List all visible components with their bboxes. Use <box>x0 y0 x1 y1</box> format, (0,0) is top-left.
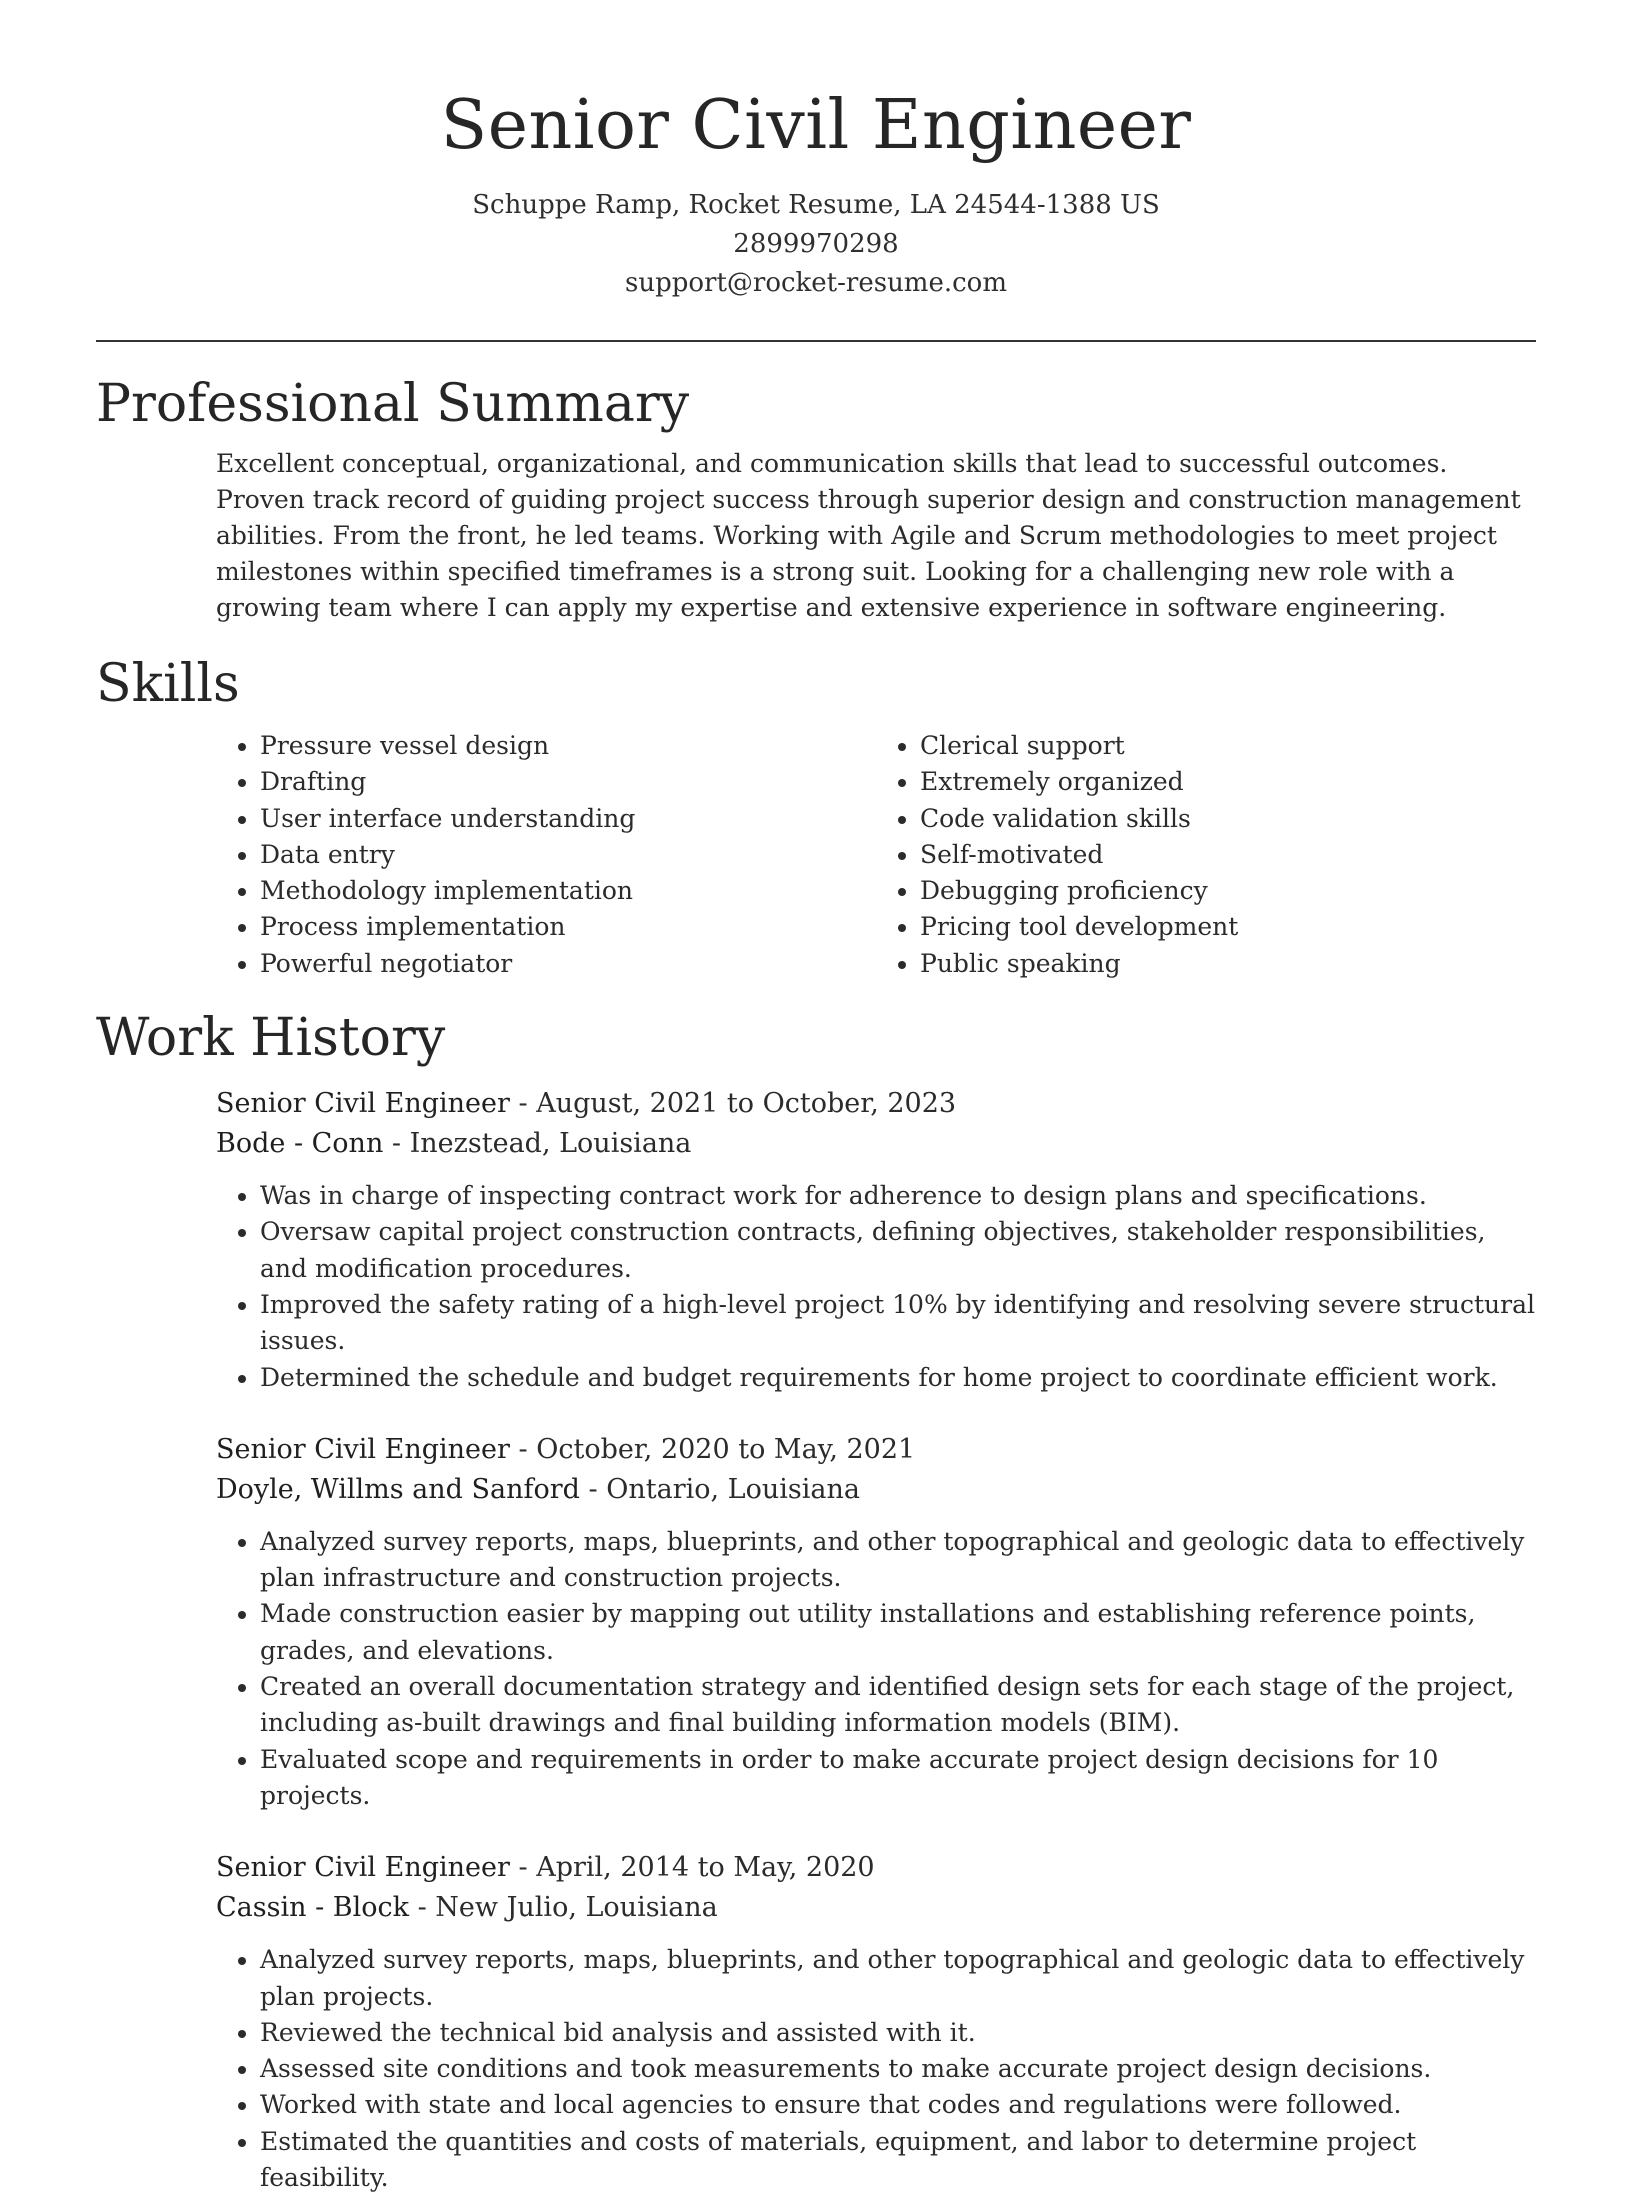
resume-page <box>96 0 1536 2196</box>
duty-item: • Reviewed the technical bid analysis and assisted with it. <box>260 2015 1536 2051</box>
job-role: Senior Civil Engineer <box>216 1433 510 1465</box>
duty-item: • Assessed site conditions and took measurements to make accurate project design decisions. <box>260 2051 1536 2087</box>
job-title-line <box>216 1084 1536 1124</box>
job-entry <box>216 1848 1536 2196</box>
skill-item: • Methodology implementation <box>260 873 876 909</box>
duty-item: • Created an overall documentation strategy and identified design sets for each stage of the project, including as-built drawings and final building information models (BIM). <box>260 1669 1536 1742</box>
email-text: support@rocket-resume.com <box>624 268 1007 298</box>
duty-item: • Determined the schedule and budget requirements for home project to coordinate efficient work. <box>260 1360 1536 1396</box>
header-divider <box>96 340 1536 342</box>
duty-item: • Worked with state and local agencies to ensure that codes and regulations were followed. <box>260 2087 1536 2123</box>
skill-item: • Data entry <box>260 837 876 873</box>
work-history-heading: Work History <box>96 1008 446 1069</box>
job-duties <box>216 1524 1536 1814</box>
skills-list-left <box>216 728 876 982</box>
job-location: - Ontario, Louisiana <box>579 1473 860 1505</box>
work-history-section <box>216 1084 1536 2196</box>
address-text: Schuppe Ramp, Rocket Resume, LA 24544-1388 US <box>472 190 1160 220</box>
job-location: - Inezstead, Louisiana <box>383 1128 692 1160</box>
skill-item: • Self-motivated <box>920 837 1536 873</box>
summary-heading: Professional Summary <box>96 374 690 434</box>
skill-item: • Public speaking <box>920 946 1536 982</box>
skill-item: • Pricing tool development <box>920 909 1536 945</box>
job-role: Senior Civil Engineer <box>216 1852 510 1884</box>
candidate-title: Senior Civil Engineer <box>440 86 1192 165</box>
duty-item: • Improved the safety rating of a high-level project 10% by identifying and resolving severe structural issues. <box>260 1287 1536 1360</box>
duty-item: • Estimated the quantities and costs of materials, equipment, and labor to determine project feasibility. <box>260 2124 1536 2196</box>
skill-item: • Extremely organized <box>920 764 1536 800</box>
job-entry <box>216 1430 1536 1814</box>
job-duties <box>216 1942 1536 2196</box>
duty-item: • Analyzed survey reports, maps, blueprints, and other topographical and geologic data to effectively plan infrastructure and construction projects. <box>260 1524 1536 1597</box>
job-employer-line <box>216 1888 1536 1928</box>
contact-block <box>96 186 1536 303</box>
job-dates: - April, 2014 to May, 2020 <box>509 1852 875 1884</box>
job-company: Bode - Conn <box>216 1128 384 1160</box>
duty-item: • Was in charge of inspecting contract work for adherence to design plans and specifications. <box>260 1178 1536 1214</box>
skill-item: • Clerical support <box>920 728 1536 764</box>
job-title-line <box>216 1848 1536 1888</box>
resume-header <box>96 0 1536 303</box>
duty-item: • Evaluated scope and requirements in order to make accurate project design decisions for 10 projects. <box>260 1742 1536 1815</box>
skill-item: • Debugging proficiency <box>920 873 1536 909</box>
job-dates: - August, 2021 to October, 2023 <box>509 1088 957 1120</box>
skill-item: • Pressure vessel design <box>260 728 876 764</box>
skill-item: • Process implementation <box>260 909 876 945</box>
job-title-line <box>216 1430 1536 1470</box>
skills-list-right <box>876 728 1536 982</box>
duty-item: • Oversaw capital project construction contracts, defining objectives, stakeholder responsibilities, and modification procedures. <box>260 1214 1536 1287</box>
skills-heading: Skills <box>96 654 240 714</box>
phone-text: 2899970298 <box>733 229 899 259</box>
summary-text: Excellent conceptual, organizational, and communication skills that lead to successful outcomes. Proven track record of guiding project success through superior design and construction management abilities. From the front, he led teams. Working with Agile and Scrum methodologies to meet project milestones within specified timeframes is a strong suit. Looking for a challenging new role with a growing team where I can apply my expertise and extensive experience in software engineering. <box>216 449 1521 622</box>
job-company: Cassin - Block <box>216 1892 409 1924</box>
skill-item: • Drafting <box>260 764 876 800</box>
job-duties <box>216 1178 1536 1396</box>
job-employer-line <box>216 1124 1536 1164</box>
duty-item: • Analyzed survey reports, maps, blueprints, and other topographical and geologic data to effectively plan projects. <box>260 1942 1536 2015</box>
job-role: Senior Civil Engineer <box>216 1088 510 1120</box>
job-entry <box>216 1084 1536 1396</box>
skill-item: • Powerful negotiator <box>260 946 876 982</box>
summary-section <box>216 446 1536 626</box>
job-employer-line <box>216 1470 1536 1510</box>
duty-item: • Made construction easier by mapping out utility installations and establishing reference points, grades, and elevations. <box>260 1596 1536 1669</box>
skills-section <box>216 728 1536 982</box>
job-company: Doyle, Willms and Sanford <box>216 1473 580 1505</box>
job-location: - New Julio, Louisiana <box>409 1892 718 1924</box>
skills-grid <box>216 728 1536 982</box>
skill-item: • Code validation skills <box>920 801 1536 837</box>
skill-item: • User interface understanding <box>260 801 876 837</box>
job-dates: - October, 2020 to May, 2021 <box>509 1433 916 1465</box>
